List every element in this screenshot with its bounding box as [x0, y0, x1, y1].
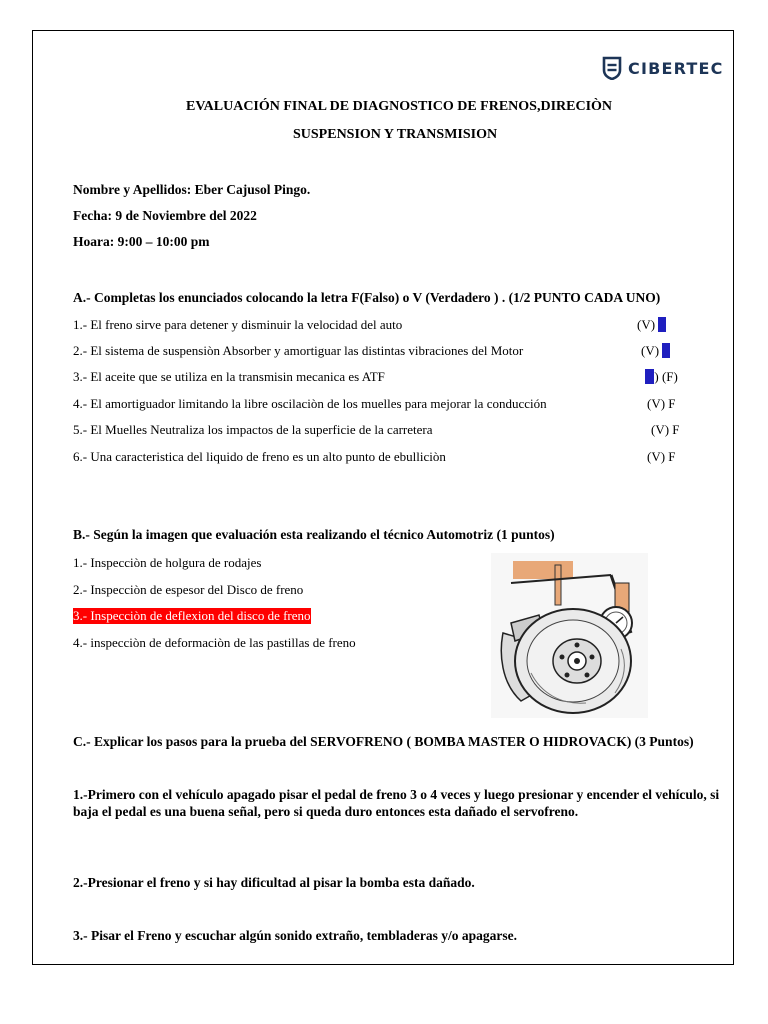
question-a6: 6.- Una caracteristica del liquido de freno es un alto punto de ebulliciòn	[73, 449, 446, 464]
step-3: 3.- Pisar el Freno y escuchar algún sonido extraño, tembladeras y/o apagarse.	[73, 928, 517, 943]
answer-highlight: F	[658, 317, 666, 332]
question-a2: 2.- El sistema de suspensiòn Absorber y amortiguar las distintas vibraciones del Motor	[73, 343, 524, 358]
logo-text: CIBERTEC	[628, 58, 724, 78]
answer-a2: (V) F	[641, 343, 670, 358]
answer-a5: (V) F	[651, 422, 680, 437]
option-b1: 1.- Inspecciòn de holgura de rodajes	[73, 555, 262, 570]
title-line-2: SUSPENSION Y TRANSMISION	[293, 127, 498, 142]
student-name: Nombre y Apellidos: Eber Cajusol Pingo.	[73, 182, 311, 197]
question-a1: 1.- El freno sirve para detener y disminuir la velocidad del auto	[73, 317, 403, 332]
page-border	[32, 30, 734, 965]
shield-icon	[602, 56, 622, 80]
section-a-heading: A.- Completas los enunciados colocando la letra F(Falso) o V (Verdadero ) . (1/2 PUNTO CADA UNO)	[73, 290, 661, 305]
answer-a3: V) (F)	[645, 369, 678, 384]
section-b-heading: B.- Según la imagen que evaluación esta realizando el técnico Automotriz (1 puntos)	[73, 527, 555, 542]
section-c-heading: C.- Explicar los pasos para la prueba del SERVOFRENO ( BOMBA MASTER O HIDROVACK) (3 Puntos)	[73, 734, 694, 749]
answer-a4: (V) F	[647, 396, 676, 411]
option-b2: 2.- Inspecciòn de espesor del Disco de freno	[73, 582, 304, 597]
cibertec-logo	[602, 56, 724, 80]
answer-a6: (V) F	[647, 449, 676, 464]
option-b3-selected: 3.- Inspecciòn de deflexion del disco de freno	[73, 608, 311, 623]
answer-highlight: F	[662, 343, 670, 358]
answer-highlight: V	[645, 369, 655, 384]
question-a5: 5.- El Muelles Neutraliza los impactos de la superficie de la carretera	[73, 422, 433, 437]
step-2: 2.-Presionar el freno y si hay dificultad al pisar la bomba esta dañado.	[73, 875, 475, 890]
exam-time: Hoara: 9:00 – 10:00 pm	[73, 234, 210, 249]
question-a4: 4.- El amortiguador limitando la libre oscilaciòn de los muelles para mejorar la conducción	[73, 396, 547, 411]
title-line-1: EVALUACIÓN FINAL DE DIAGNOSTICO DE FRENOS,DIRECIÒN	[186, 99, 613, 114]
answer-a1: (V) F	[637, 317, 666, 332]
question-a3: 3.- El aceite que se utiliza en la transmisin mecanica es ATF	[73, 369, 385, 384]
option-b4: 4.- inspecciòn de deformaciòn de las pastillas de freno	[73, 635, 356, 650]
brake-disc-dial-indicator-illustration	[491, 553, 648, 718]
exam-date: Fecha: 9 de Noviembre del 2022	[73, 208, 257, 223]
step-1: 1.-Primero con el vehículo apagado pisar el pedal de freno 3 o 4 veces y luego presionar y encender el vehículo, si baja el pedal es una buena señal, pero si queda duro entonces esta dañado el servofreno.	[73, 787, 720, 819]
